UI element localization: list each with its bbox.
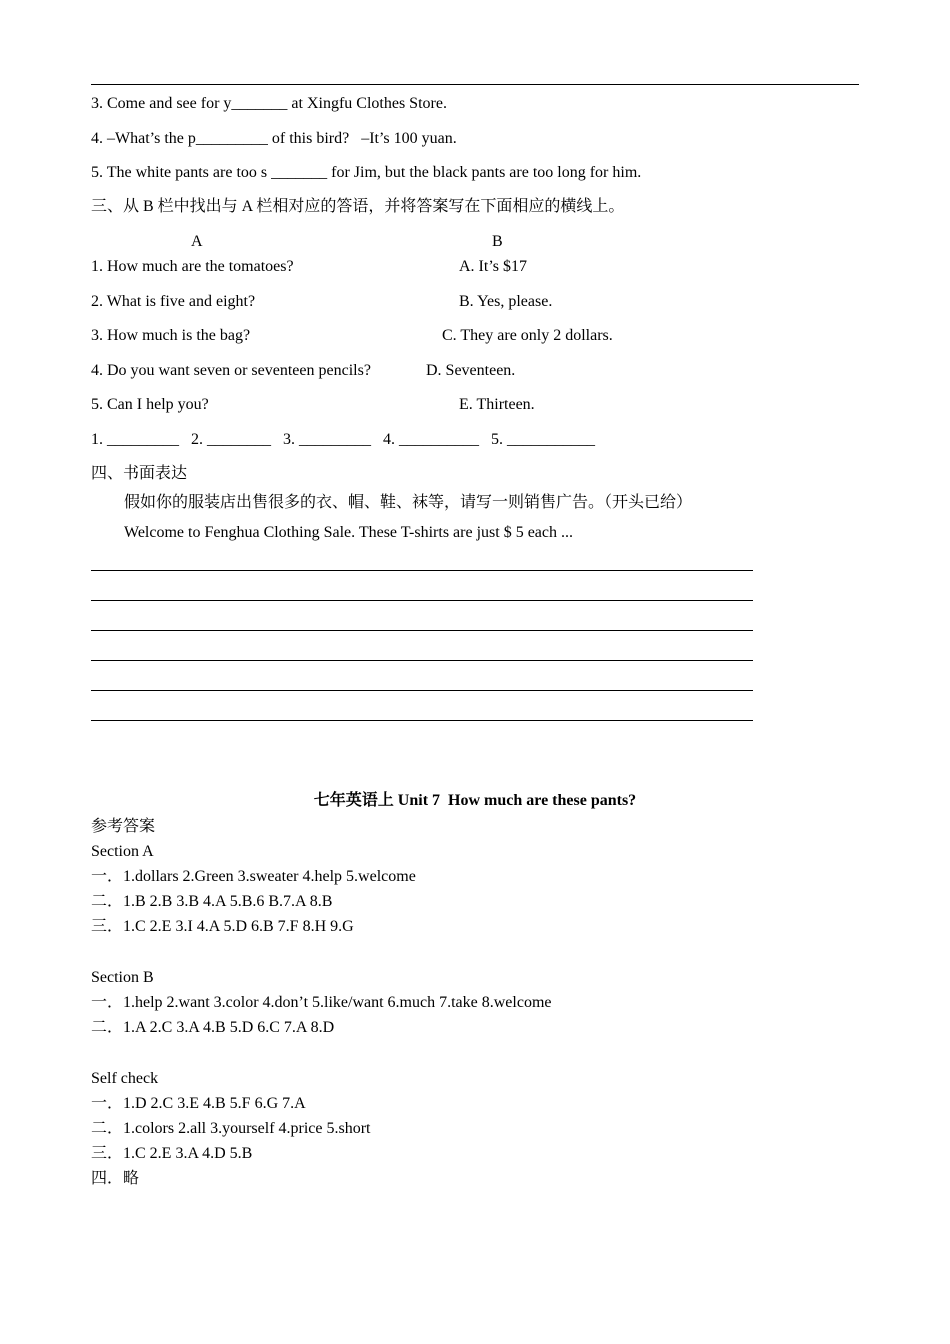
answer-line <box>91 570 753 571</box>
answer-line <box>91 660 753 661</box>
matching-answer-c: C. They are only 2 dollars. <box>442 327 613 344</box>
self-check-line-3: 三．1.C 2.E 3.A 4.D 5.B <box>91 1145 253 1162</box>
fill-in-item-3: 3. Come and see for y_______ at Xingfu Clothes Store. <box>91 95 447 112</box>
matching-question-5: 5. Can I help you? <box>91 396 209 413</box>
answer-line <box>91 720 753 721</box>
matching-answer-blanks: 1. _________ 2. ________ 3. _________ 4. __________ 5. ___________ <box>91 431 595 448</box>
self-check-line-1: 一．1.D 2.C 3.E 4.B 5.F 6.G 7.A <box>91 1095 306 1112</box>
section-a-line-1: 一．1.dollars 2.Green 3.sweater 4.help 5.welcome <box>91 868 416 885</box>
fill-in-item-4: 4. –What’s the p_________ of this bird? –It’s 100 yuan. <box>91 130 457 147</box>
matching-question-3: 3. How much is the bag? <box>91 327 251 344</box>
fill-in-item-5: 5. The white pants are too s _______ for Jim, but the black pants are too long for him. <box>91 164 642 181</box>
matching-question-1: 1. How much are the tomatoes? <box>91 258 294 275</box>
matching-question-2: 2. What is five and eight? <box>91 293 256 310</box>
section-b-heading: Section B <box>91 969 154 986</box>
writing-prompt: 假如你的服装店出售很多的衣、帽、鞋、袜等，请写一则销售广告。（开头已给） <box>124 494 693 511</box>
column-a-header: A <box>191 233 203 250</box>
self-check-heading: Self check <box>91 1070 159 1087</box>
matching-instruction: 三、从 B 栏中找出与 A 栏相对应的答语，并将答案写在下面相应的横线上。 <box>91 198 625 215</box>
section-b-line-2: 二．1.A 2.C 3.A 4.B 5.D 6.C 7.A 8.D <box>91 1019 335 1036</box>
matching-question-4: 4. Do you want seven or seventeen pencils? <box>91 362 371 379</box>
section-a-line-2: 二．1.B 2.B 3.B 4.A 5.B.6 B.7.A 8.B <box>91 893 333 910</box>
self-check-line-4: 四．略 <box>91 1170 140 1187</box>
header-rule <box>91 84 859 85</box>
section-a-heading: Section A <box>91 843 154 860</box>
answer-line <box>91 600 753 601</box>
column-b-header: B <box>492 233 503 250</box>
matching-answer-d: D. Seventeen. <box>426 362 516 379</box>
answer-line <box>91 690 753 691</box>
answer-key-label: 参考答案 <box>91 818 156 835</box>
matching-answer-b: B. Yes, please. <box>459 293 553 310</box>
section-b-line-1: 一．1.help 2.want 3.color 4.don’t 5.like/want 6.much 7.take 8.welcome <box>91 994 552 1011</box>
matching-answer-a: A. It’s $17 <box>459 258 527 275</box>
writing-heading: 四、书面表达 <box>91 465 188 482</box>
section-a-line-3: 三．1.C 2.E 3.I 4.A 5.D 6.B 7.F 8.H 9.G <box>91 918 354 935</box>
matching-answer-e: E. Thirteen. <box>459 396 535 413</box>
answer-key-title: 七年英语上 Unit 7 How much are these pants? <box>313 792 637 809</box>
self-check-line-2: 二．1.colors 2.all 3.yourself 4.price 5.short <box>91 1120 371 1137</box>
writing-opening-sentence: Welcome to Fenghua Clothing Sale. These T-shirts are just $ 5 each ... <box>124 524 573 541</box>
answer-line <box>91 630 753 631</box>
